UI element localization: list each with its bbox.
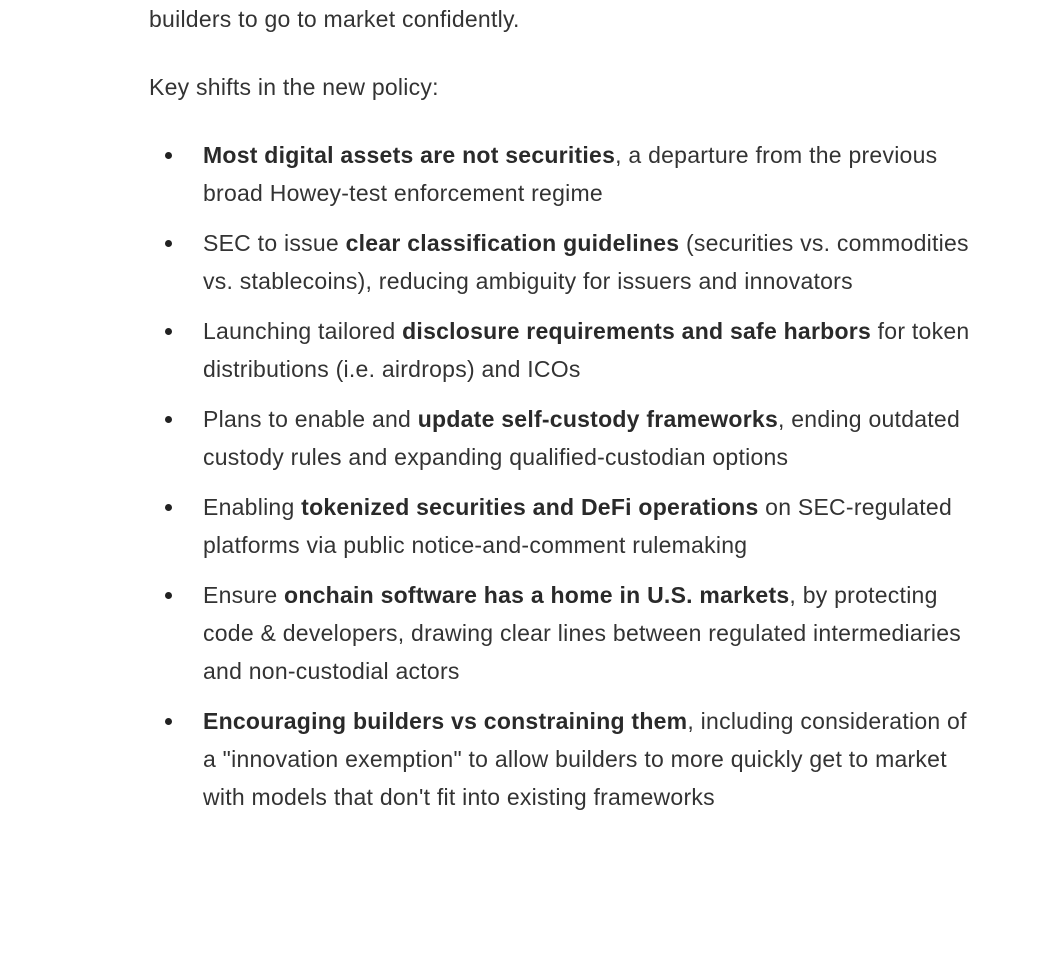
list-item [149, 224, 979, 300]
bullet-pre: Ensure [203, 582, 285, 608]
bullet-dot-icon [165, 718, 172, 725]
bullet-dot-icon [165, 328, 172, 335]
bullet-post: , by protecting code & developers, drawing clear lines between regulated intermediaries and non-custodial actors [203, 582, 962, 684]
bullet-pre: Plans to enable and [203, 406, 418, 432]
bullet-pre: Enabling [203, 494, 302, 520]
list-item [149, 576, 979, 690]
list-item [149, 488, 979, 564]
bullet-bold: update self-custody frameworks [417, 406, 778, 432]
bullet-dot-icon [165, 592, 172, 599]
bullet-bold: clear classification guidelines [345, 230, 680, 256]
list-item [149, 312, 979, 388]
bullet-dot-icon [165, 416, 172, 423]
list-item [149, 400, 979, 476]
bullet-post: for token distributions (i.e. airdrops) and ICOs [203, 318, 970, 382]
bullet-dot-icon [165, 152, 172, 159]
bullet-post: (securities vs. commodities vs. stablecoins), reducing ambiguity for issuers and innovators [203, 230, 969, 294]
key-shifts-lead: Key shifts in the new policy: [149, 74, 439, 100]
bullet-bold: Encouraging builders vs constraining them [203, 708, 688, 734]
bullet-dot-icon [165, 504, 172, 511]
bullet-post: , ending outdated custody rules and expanding qualified-custodian options [203, 406, 961, 470]
list-item [149, 702, 979, 816]
bullet-post: , including consideration of a "innovation exemption" to allow builders to more quickly get to market with models that don't fit into existing frameworks [203, 708, 967, 810]
bullet-dot-icon [165, 240, 172, 247]
bullet-pre: Launching tailored [203, 318, 403, 344]
bullet-bold: disclosure requirements and safe harbors [402, 318, 872, 344]
bullet-post: , a departure from the previous broad Howey-test enforcement regime [203, 142, 938, 206]
intro-paragraph-tail: builders to go to market confidently. [149, 6, 520, 32]
bullet-bold: tokenized securities and DeFi operations [301, 494, 759, 520]
bullet-post: on SEC-regulated platforms via public notice-and-comment rulemaking [203, 494, 952, 558]
bullet-bold: onchain software has a home in U.S. markets [284, 582, 790, 608]
key-shifts-list [149, 136, 979, 828]
list-item [149, 136, 979, 212]
bullet-pre: SEC to issue [203, 230, 346, 256]
bullet-bold: Most digital assets are not securities [203, 142, 616, 168]
